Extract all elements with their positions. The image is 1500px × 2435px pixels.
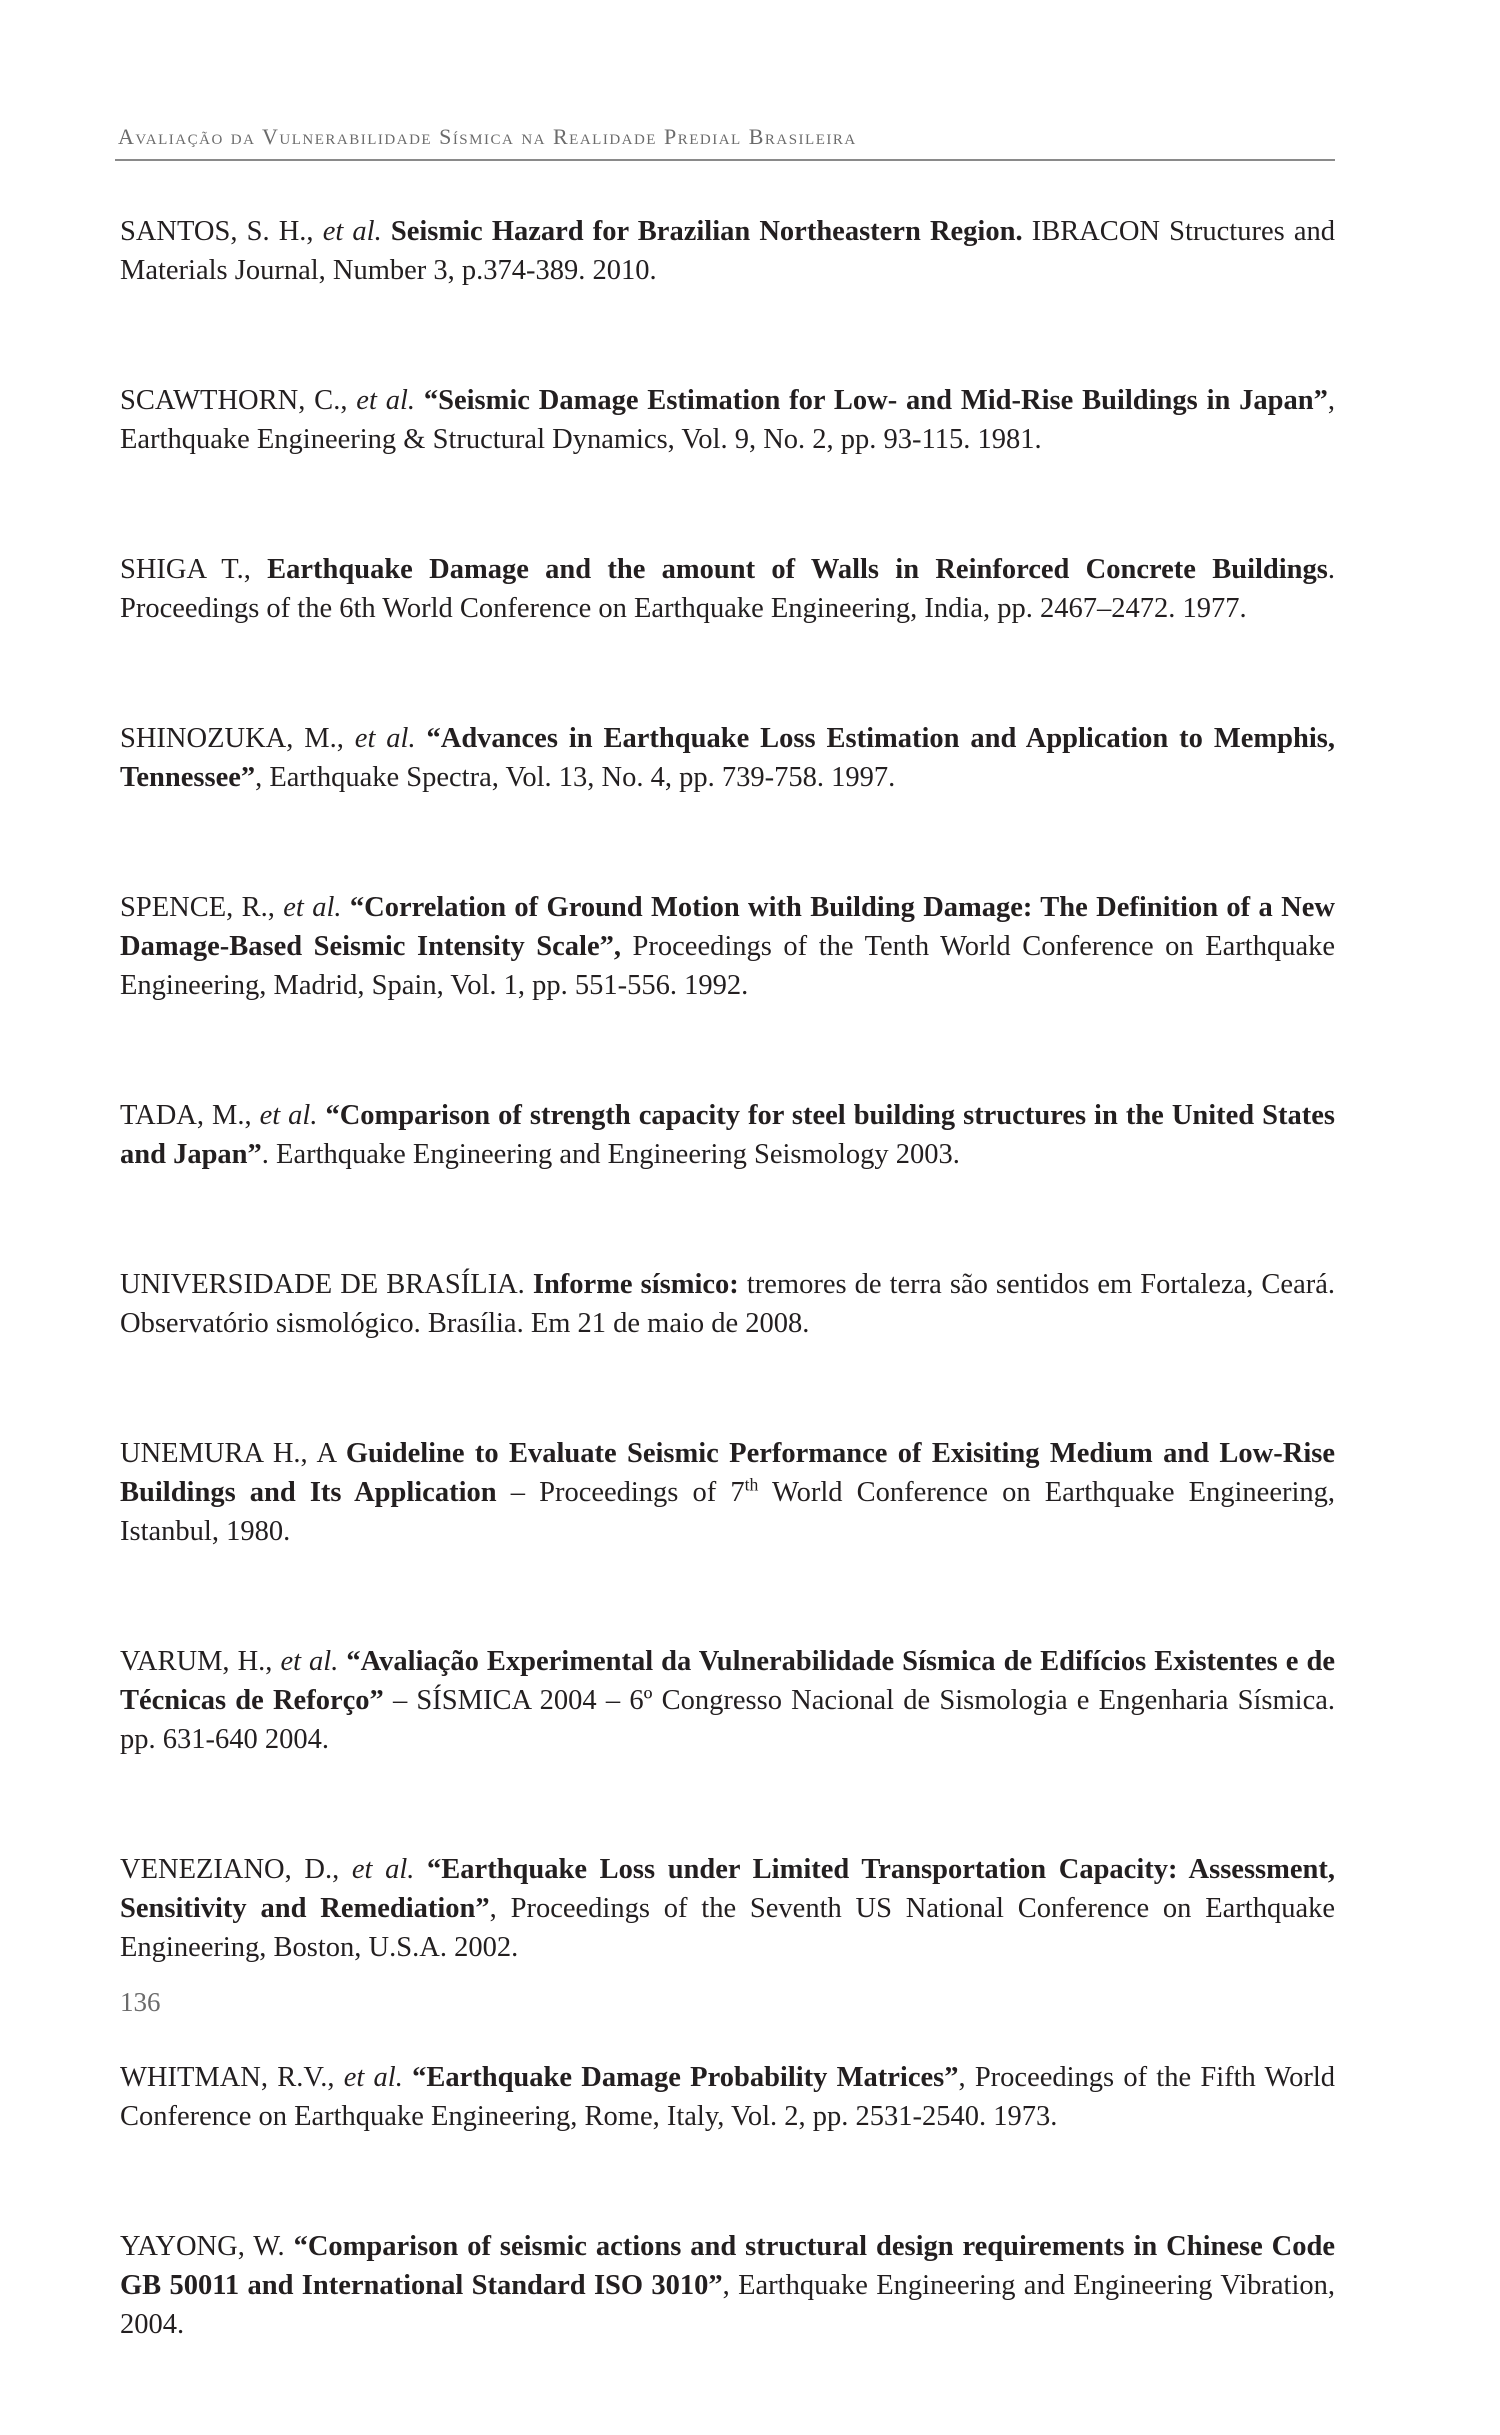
reference-etal: et al. xyxy=(356,385,415,416)
reference-author: VENEZIANO, D., xyxy=(120,1854,352,1885)
reference-author: WHITMAN, R.V., xyxy=(120,2062,344,2093)
reference-title: “Comparison of seismic actions and structural design requirements in Chinese Code GB 50011 and International Standard ISO 3010” xyxy=(120,2231,1335,2301)
reference-list xyxy=(120,212,1335,2435)
running-header: Avaliação da Vulnerabilidade Sísmica na Realidade Predial Brasileira xyxy=(118,124,857,149)
reference-ordinal-superscript: th xyxy=(744,1474,759,1495)
reference-item xyxy=(120,1434,1335,1551)
reference-item xyxy=(120,2058,1335,2136)
reference-etal: et al. xyxy=(280,1646,339,1677)
reference-title: “Advances in Earthquake Loss Estimation and Application to Memphis, Tennessee” xyxy=(120,723,1335,793)
page-number: 136 xyxy=(120,1987,161,2017)
header-rule xyxy=(115,159,1335,161)
reference-details: – Proceedings of 7 xyxy=(496,1477,745,1508)
reference-author: SPENCE, R., xyxy=(120,892,284,923)
reference-title: “Seismic Damage Estimation for Low- and Mid-Rise Buildings in Japan” xyxy=(415,385,1328,416)
reference-details: . Earthquake Engineering and Engineering Seismology 2003. xyxy=(261,1139,960,1170)
reference-author: SHINOZUKA, M., xyxy=(120,723,355,754)
reference-item xyxy=(120,2227,1335,2344)
reference-title: “Earthquake Damage Probability Matrices” xyxy=(402,2062,959,2093)
reference-author: TADA, M., xyxy=(120,1100,260,1131)
reference-item xyxy=(120,381,1335,459)
reference-author: YAYONG, W. xyxy=(120,2231,294,2262)
reference-item xyxy=(120,212,1335,290)
reference-author: UNIVERSIDADE DE BRASÍLIA. xyxy=(120,1269,533,1300)
reference-author: UNEMURA H., A xyxy=(120,1438,346,1469)
reference-details: Proceedings of the Tenth World Conference on Earthquake Engineering, Madrid, Spain, Vol. 1, pp. 551-556. 1992. xyxy=(120,931,1336,1001)
reference-details: , Proceedings of the Seventh US National Conference on Earthquake Engineering, Boston, U.S.A. 2002. xyxy=(120,1893,1335,1963)
reference-item xyxy=(120,888,1335,1005)
reference-title: “Comparison of strength capacity for steel building structures in the United States and Japan” xyxy=(120,1100,1335,1170)
reference-item xyxy=(120,1265,1335,1343)
reference-author: SCAWTHORN, C., xyxy=(120,385,357,416)
reference-details: – SÍSMICA 2004 – 6º Congresso Nacional de Sismologia e Engenharia Sísmica. pp. 631-640 2004. xyxy=(120,1685,1336,1755)
reference-details: , Earthquake Engineering and Engineering Vibration, 2004. xyxy=(120,2270,1335,2340)
reference-etal: et al. xyxy=(343,2062,403,2093)
reference-etal: et al. xyxy=(322,216,382,247)
reference-details: IBRACON Structures and Materials Journal, Number 3, p.374-389. 2010. xyxy=(120,216,1335,286)
reference-title: “Avaliação Experimental da Vulnerabilidade Sísmica de Edifícios Existentes e de Técnicas de Reforço” xyxy=(120,1646,1335,1716)
reference-author: SANTOS, S. H., xyxy=(120,216,323,247)
reference-item xyxy=(120,719,1335,797)
reference-item xyxy=(120,1850,1335,1967)
reference-author: VARUM, H., xyxy=(120,1646,281,1677)
reference-details-continued: World Conference on Earthquake Engineering, Istanbul, 1980. xyxy=(120,1477,1336,1547)
reference-details: , Proceedings of the Fifth World Conference on Earthquake Engineering, Rome, Italy, Vol. 2, pp. 2531-2540. 1973. xyxy=(120,2062,1335,2132)
reference-title: Earthquake Damage and the amount of Walls in Reinforced Concrete Buildings xyxy=(267,554,1328,585)
reference-details: tremores de terra são sentidos em Fortaleza, Ceará. Observatório sismológico. Brasília. Em 21 de maio de 2008. xyxy=(120,1269,1335,1339)
reference-item xyxy=(120,550,1335,628)
reference-etal: et al. xyxy=(354,723,416,754)
reference-title: Guideline to Evaluate Seismic Performance of Exisiting Medium and Low-Rise Buildings and Its Application xyxy=(120,1438,1335,1508)
reference-details: . Proceedings of the 6th World Conference on Earthquake Engineering, India, pp. 2467–2472. 1977. xyxy=(120,554,1335,624)
reference-title: Seismic Hazard for Brazilian Northeastern Region. xyxy=(381,216,1023,247)
reference-title: “Earthquake Loss under Limited Transportation Capacity: Assessment, Sensitivity and Remediation” xyxy=(120,1854,1336,1924)
reference-etal: et al. xyxy=(259,1100,318,1131)
reference-etal: et al. xyxy=(351,1854,415,1885)
reference-title: Informe sísmico: xyxy=(532,1269,739,1300)
reference-etal: et al. xyxy=(283,892,342,923)
reference-details: , Earthquake Engineering & Structural Dynamics, Vol. 9, No. 2, pp. 93-115. 1981. xyxy=(120,385,1335,455)
reference-item xyxy=(120,1096,1335,1174)
reference-details: , Earthquake Spectra, Vol. 13, No. 4, pp. 739-758. 1997. xyxy=(255,762,896,793)
reference-title: “Correlation of Ground Motion with Building Damage: The Definition of a New Damage-Based Seismic Intensity Scale”, xyxy=(120,892,1335,962)
reference-author: SHIGA T., xyxy=(120,554,268,585)
reference-item xyxy=(120,1642,1335,1759)
